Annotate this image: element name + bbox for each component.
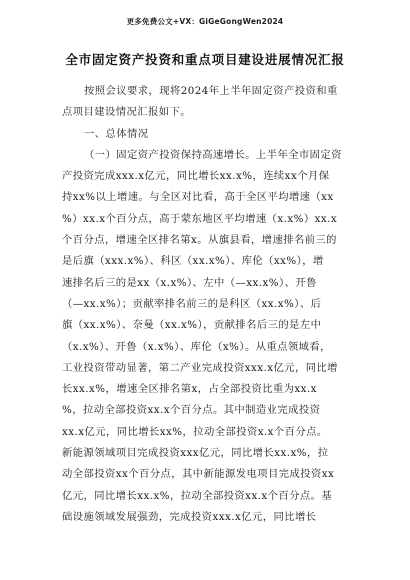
- paragraph-line: （x.x%）、开鲁（x.x%）、库伦（x%）。从重点领域看，: [62, 340, 331, 353]
- document-body: [62, 81, 362, 528]
- paragraph-line: 工业投资带动显著，第二产业完成投资xxx.x亿元，同比增: [62, 361, 338, 374]
- paragraph-line: 新能源领域项目完成投资xxx亿元，同比增长xx.x%，拉: [62, 447, 329, 460]
- paragraph-line: 础设施领域发展强劲，完成投资xxx.x亿元，同比增长: [62, 510, 317, 523]
- paragraph-line: %）xx.x个百分点，高于蒙东地区平均增速（x.x%）xx.x: [62, 212, 338, 225]
- paragraph-line: 持xx%以上增速。与全区对比看，高于全区平均增速（xx: [62, 191, 334, 204]
- paragraph-line: xx.x亿元，同比增长xx%，拉动全部投资x.x个百分点。: [62, 425, 328, 438]
- paragraph-line: （—xx.x%）；贡献率排名前三的是科区（xx.x%）、后: [62, 297, 322, 310]
- paragraph-line: 点项目建设情况汇报如下。: [62, 106, 191, 119]
- section-heading: 一、总体情况: [84, 127, 149, 140]
- paragraph-line: 动全部投资xx个百分点，其中新能源发电项目完成投资xx: [62, 468, 335, 481]
- paragraph-line: （一）固定资产投资保持高速增长。上半年全市固定资: [84, 148, 342, 161]
- paragraph-line: 速排名后三的是xx（x.x%）、左中（—xx.x%）、开鲁: [62, 276, 317, 289]
- header-note: 更多免费公文+VX：GiGeGongWen2024: [126, 17, 284, 26]
- paragraph-line: 亿元，同比增长xx.x%，拉动全部投资xx.x个百分点。基: [62, 489, 333, 502]
- paragraph-line: 个百分点，增速全区排名第x。从旗县看，增速排名前三的: [62, 234, 337, 247]
- paragraph-line: 长xx.x%，增速全区排名第x，占全部投资比重为xx.x: [62, 383, 317, 396]
- paragraph-line: 按照会议要求，现将2024年上半年固定资产投资和重: [84, 85, 338, 97]
- paragraph-line: 产投资完成xxx.x亿元，同比增长xx.x%，连续xx个月保: [62, 170, 330, 183]
- paragraph-line: 是后旗（xxx.x%）、科区（xx.x%）、库伦（xx%），增: [62, 255, 324, 268]
- paragraph-line: %，拉动全部投资xx.x个百分点。其中制造业完成投资: [62, 404, 321, 417]
- paragraph-line: 旗（xx.x%）、奈曼（xx.x%），贡献排名后三的是左中: [62, 319, 322, 332]
- document-title: 全市固定资产投资和重点项目建设进展情况汇报: [65, 52, 345, 67]
